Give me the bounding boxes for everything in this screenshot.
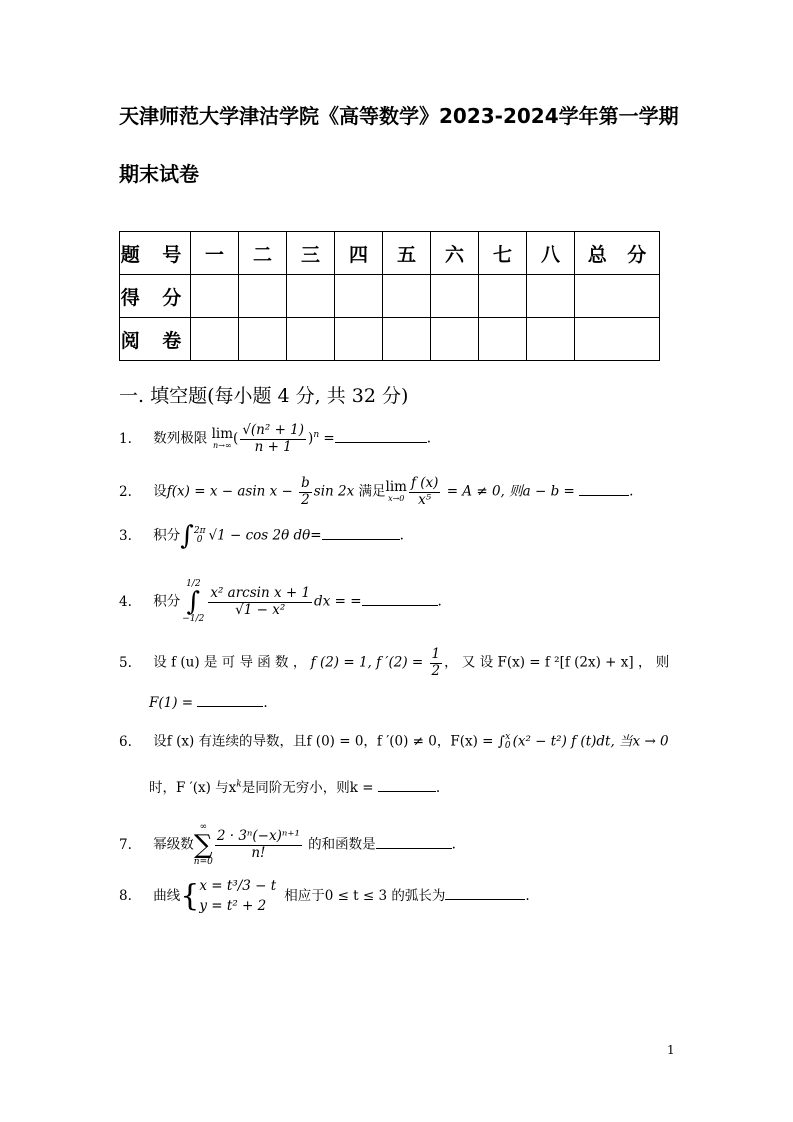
brace-icon: { [180, 878, 200, 914]
question-number: 5. [119, 654, 132, 671]
numerator: x² arcsin x + 1 [210, 585, 311, 601]
answer-blank[interactable] [445, 887, 525, 900]
question-text: 数列极限 [153, 430, 208, 447]
limit-operator [212, 428, 233, 450]
col-header: 六 [431, 232, 479, 275]
period: . [435, 780, 441, 796]
period: . [525, 888, 530, 904]
equals: = [310, 527, 322, 544]
summation [194, 823, 213, 867]
question-2 [119, 477, 633, 507]
math-expr: sin 2x [313, 483, 355, 500]
numerator: √(n² + 1) [242, 422, 305, 438]
equation-x: x = t³/3 − t [199, 878, 277, 894]
question-text: 设f (x) 有连续的导数，且f (0) = 0，f ′(0) ≠ 0，F(x) = ∫ [153, 733, 505, 750]
score-cell [527, 275, 575, 318]
fraction [430, 648, 443, 678]
question-text: 时，F ′(x) 与x [149, 780, 237, 796]
question-text: 积分 [153, 593, 181, 610]
exam-title-line1: 天津师范大学津沽学院《高等数学》2023-2024学年第一学期 [119, 104, 679, 128]
question-4 [119, 580, 442, 624]
question-text: 满足 [358, 483, 386, 500]
question-text: 积分 [153, 527, 181, 544]
exponent: n [313, 430, 320, 440]
lower-bound: −1/2 [182, 614, 205, 624]
question-text: ， 又 设 F(x) = f ²[f (2x) + x] ， 则 [444, 654, 670, 671]
period: . [437, 593, 442, 610]
score-table [119, 231, 660, 361]
row-header-grader: 阅 卷 [120, 318, 191, 361]
question-number: 6. [119, 733, 132, 750]
denominator: √1 − x² [235, 601, 286, 618]
answer-blank[interactable] [579, 483, 629, 496]
denominator: n + 1 [254, 438, 292, 455]
question-7 [119, 823, 456, 867]
score-table-row [120, 232, 660, 275]
integral-sign: ∫ [186, 587, 201, 617]
period: . [451, 836, 456, 853]
question-8 [119, 880, 530, 913]
math-expr: = A ≠ 0, 则 [442, 483, 523, 500]
question-text: 是同阶无穷小，则k = [241, 780, 374, 796]
grader-cell [239, 318, 287, 361]
fraction [409, 477, 440, 507]
col-header: 二 [239, 232, 287, 275]
lower-bound: n=0 [193, 857, 213, 867]
grader-cell [191, 318, 239, 361]
score-table-row [120, 318, 660, 361]
score-cell [575, 275, 660, 318]
period: . [263, 695, 268, 711]
col-header-total: 总 分 [575, 232, 660, 275]
fraction [240, 424, 306, 454]
grader-cell [287, 318, 335, 361]
col-header: 一 [191, 232, 239, 275]
score-cell [239, 275, 287, 318]
math-expr: F(1) = [149, 695, 194, 711]
period: . [399, 527, 404, 544]
row-header-question-no: 题 号 [120, 232, 191, 275]
question-5-line2 [149, 694, 268, 711]
score-cell [335, 275, 383, 318]
denominator: 2 [431, 662, 441, 679]
question-number: 1. [119, 430, 132, 447]
numerator: b [301, 475, 310, 491]
grader-cell [335, 318, 383, 361]
lim-subscript: n→∞ [213, 440, 232, 450]
col-header: 七 [479, 232, 527, 275]
upper-bound: ∞ [199, 822, 208, 832]
answer-blank[interactable] [362, 593, 438, 606]
score-cell [191, 275, 239, 318]
answer-blank[interactable] [322, 527, 400, 540]
fraction [208, 587, 312, 617]
score-cell [383, 275, 431, 318]
question-text: 设 f (u) 是 可 导 函 数 ， [153, 654, 307, 671]
question-text: 相应于0 ≤ t ≤ 3 的弧长为 [284, 888, 446, 904]
numerator: f (x) [410, 475, 439, 491]
math-expr: a − b = [522, 483, 575, 500]
section-heading: 一. 填空题(每小题 4 分, 共 32 分) [119, 385, 409, 407]
score-cell [479, 275, 527, 318]
answer-blank[interactable] [335, 430, 427, 443]
integral-sign: ∫ [180, 521, 194, 551]
math-expr: (x² − t²) f (t)dt, 当x → 0 [512, 733, 669, 750]
denominator: n! [251, 844, 266, 861]
lim-label: lim [211, 426, 234, 443]
question-5 [119, 648, 669, 678]
col-header: 八 [527, 232, 575, 275]
score-cell [431, 275, 479, 318]
question-6-line2 [149, 779, 440, 796]
score-table-row [120, 275, 660, 318]
question-number: 4. [119, 593, 132, 610]
question-text: 幂级数 [153, 836, 194, 853]
denominator: 2 [301, 491, 310, 508]
answer-blank[interactable] [197, 694, 263, 707]
answer-blank[interactable] [376, 836, 452, 849]
lower-bound: 0 [504, 741, 511, 751]
score-cell [287, 275, 335, 318]
answer-blank[interactable] [378, 779, 436, 792]
grader-cell [479, 318, 527, 361]
page-number: 1 [667, 1043, 675, 1057]
math-expr: dx = [314, 593, 346, 610]
fraction [215, 830, 302, 860]
equals: = [350, 593, 362, 610]
grader-cell [383, 318, 431, 361]
question-text: 曲线 [153, 888, 181, 904]
grader-cell [431, 318, 479, 361]
integral-bounds [505, 733, 511, 751]
grader-cell [527, 318, 575, 361]
lower-bound: 0 [196, 535, 203, 545]
col-header: 四 [335, 232, 383, 275]
question-3 [119, 523, 404, 549]
exponent: k [236, 779, 242, 790]
lim-subscript: x→0 [388, 493, 405, 503]
col-header: 五 [383, 232, 431, 275]
question-1: 1. 数列极限 lim n→∞ ( $\frac{\text{√(n² + 1)}}{n + 1}$ )$^n$ = . [119, 422, 432, 455]
denominator: x⁵ [418, 491, 432, 508]
math-expr: √1 − cos 2θ dθ [208, 527, 311, 544]
sigma-sign: ∑ [194, 830, 213, 860]
lim-label: lim [385, 479, 407, 496]
equation-y: y = t² + 2 [199, 897, 267, 914]
integral-bounds [194, 527, 206, 545]
question-6 [119, 733, 669, 751]
question-text: 的和函数是 [308, 836, 376, 853]
period: . [629, 483, 634, 500]
grader-cell [575, 318, 660, 361]
upper-bound: 2π [193, 526, 206, 536]
parametric-system [199, 880, 276, 913]
numerator: 1 [431, 646, 441, 662]
upper-bound: x [505, 732, 511, 742]
limit-operator [386, 481, 407, 503]
equals: = [319, 430, 335, 447]
math-expr: f (2) = 1, f ′(2) = [310, 654, 428, 671]
numerator: 2 · 3ⁿ(−x)ⁿ⁺¹ [216, 828, 300, 844]
question-number: 2. [119, 483, 132, 500]
question-text: 设 [153, 483, 167, 500]
col-header: 三 [287, 232, 335, 275]
exam-title-line2: 期末试卷 [119, 162, 199, 186]
question-number: 7. [119, 836, 132, 853]
fraction [299, 477, 312, 507]
integral-bounds [182, 580, 204, 624]
question-number: 3. [119, 527, 132, 544]
math-expr: f(x) = x − asin x − [166, 483, 298, 500]
upper-bound: 1/2 [186, 579, 201, 589]
question-number: 8. [119, 888, 132, 904]
row-header-score: 得 分 [120, 275, 191, 318]
